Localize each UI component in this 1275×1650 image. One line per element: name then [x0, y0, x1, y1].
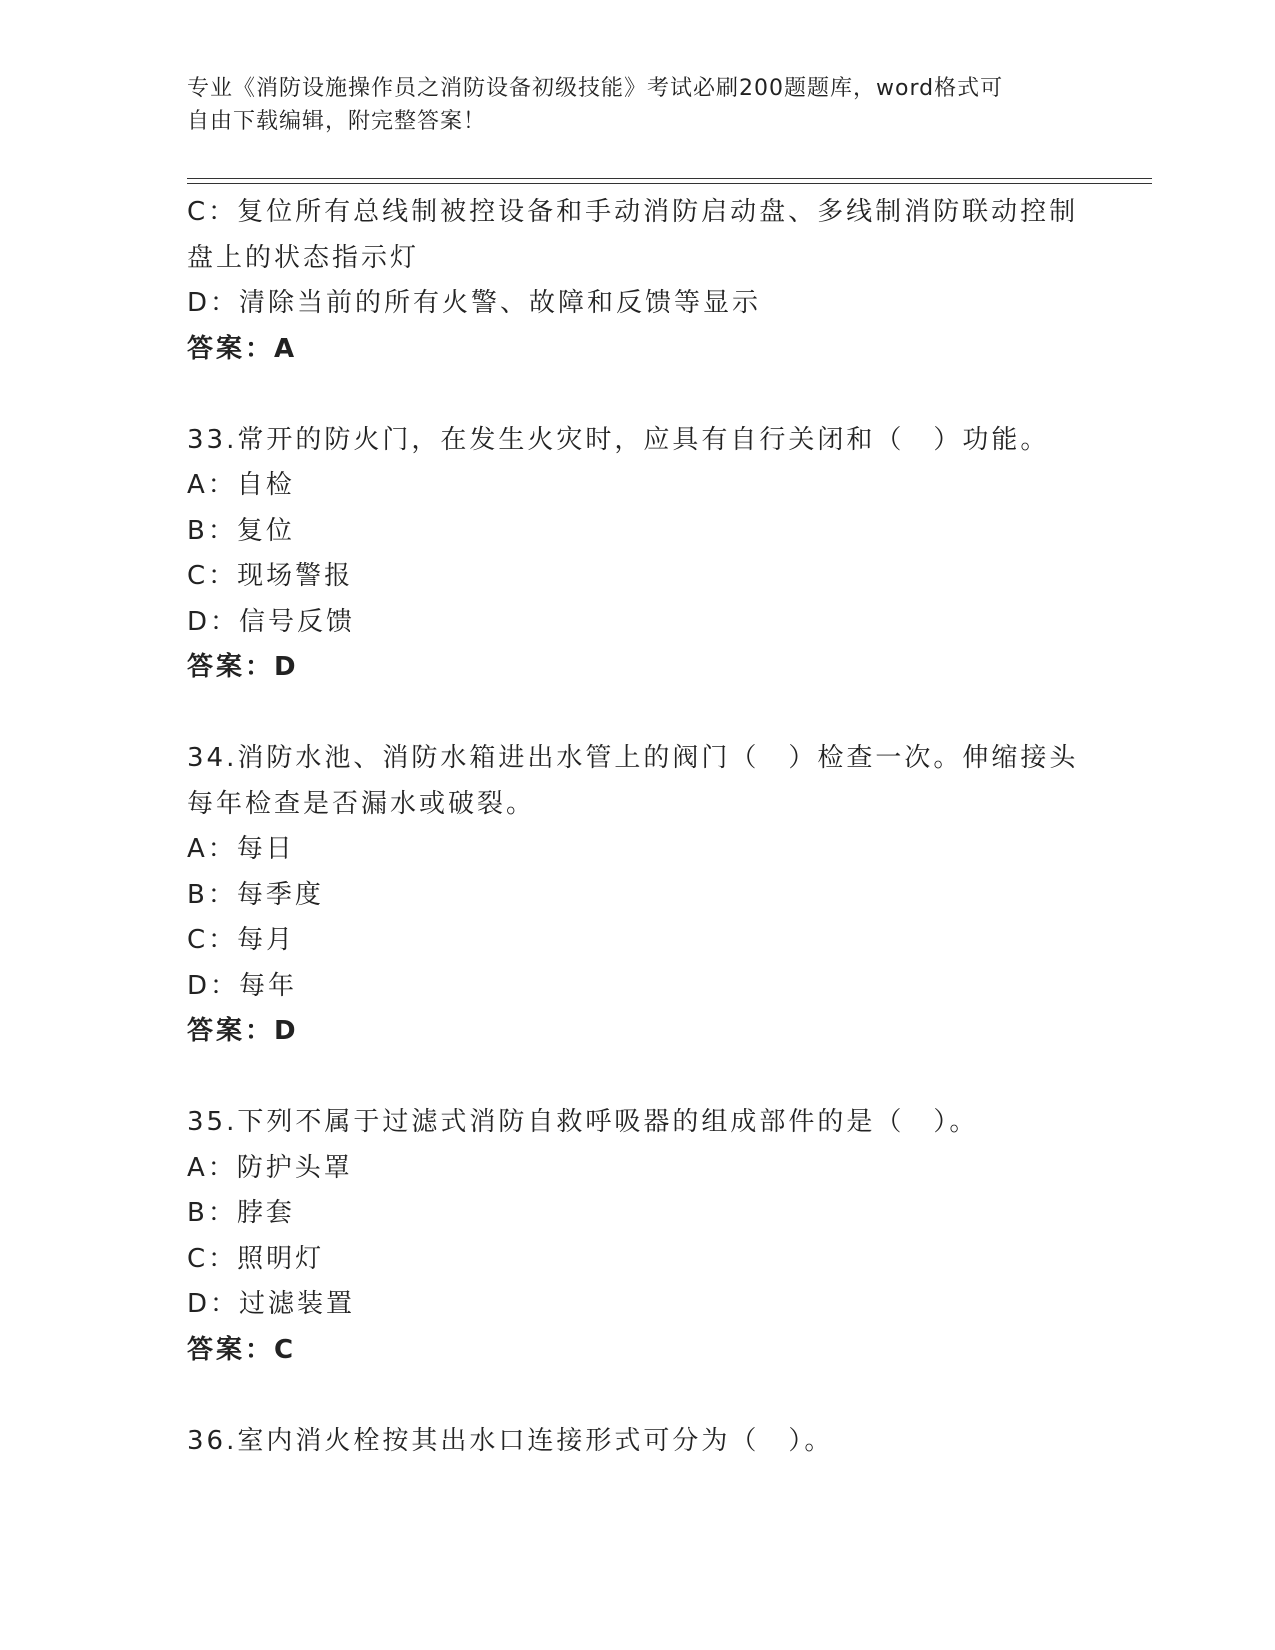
spacer — [187, 1055, 1087, 1101]
spacer — [187, 372, 1087, 418]
question-content — [187, 190, 1087, 1464]
spacer — [187, 691, 1087, 737]
header-line-2: 自由下载编辑，附完整答案！ — [187, 109, 487, 134]
question-block-36 — [187, 1419, 1087, 1465]
answer-text: 答案：C — [187, 1334, 297, 1365]
option-d: D：信号反馈 — [187, 606, 356, 637]
document-header — [187, 72, 1067, 138]
option-b: B：每季度 — [187, 879, 324, 910]
option-b: B：脖套 — [187, 1198, 295, 1228]
answer-text: 答案：D — [187, 1016, 299, 1046]
question-block-35 — [187, 1100, 1087, 1373]
question-block-34 — [187, 736, 1087, 1055]
header-rule-bottom — [187, 183, 1152, 184]
option-c-continued: 盘上的状态指示灯 — [187, 242, 420, 273]
option-a: A：每日 — [187, 834, 295, 864]
question-block-32 — [187, 190, 1087, 372]
header-rule-top — [187, 178, 1152, 179]
option-d: D：每年 — [187, 970, 298, 1001]
question-block-33 — [187, 418, 1087, 691]
header-line-1: 专业《消防设施操作员之消防设备初级技能》考试必刷200题题库，word格式可 — [187, 76, 1004, 101]
question-text: 35.下列不属于过滤式消防自救呼吸器的组成部件的是（ ）。 — [187, 1107, 979, 1137]
question-text: 33.常开的防火门，在发生火灾时，应具有自行关闭和（ ）功能。 — [187, 424, 1050, 455]
option-a: A：自检 — [187, 470, 295, 500]
option-c: C：照明灯 — [187, 1243, 325, 1274]
answer-text: 答案：A — [187, 333, 298, 364]
option-d: D：过滤装置 — [187, 1289, 356, 1319]
spacer — [187, 1373, 1087, 1419]
question-text-continued: 每年检查是否漏水或破裂。 — [187, 788, 536, 819]
option-a: A：防护头罩 — [187, 1152, 353, 1183]
question-text: 34.消防水池、消防水箱进出水管上的阀门（ ）检查一次。伸缩接头 — [187, 743, 1079, 773]
option-d: D：清除当前的所有火警、故障和反馈等显示 — [187, 288, 762, 318]
option-c: C：现场警报 — [187, 561, 354, 591]
option-c: C：复位所有总线制被控设备和手动消防启动盘、多线制消防联动控制 — [187, 197, 1079, 227]
answer-text: 答案：D — [187, 652, 299, 682]
question-text: 36.室内消火栓按其出水口连接形式可分为（ ）。 — [187, 1425, 834, 1456]
option-c: C：每月 — [187, 925, 296, 955]
option-b: B：复位 — [187, 515, 295, 546]
